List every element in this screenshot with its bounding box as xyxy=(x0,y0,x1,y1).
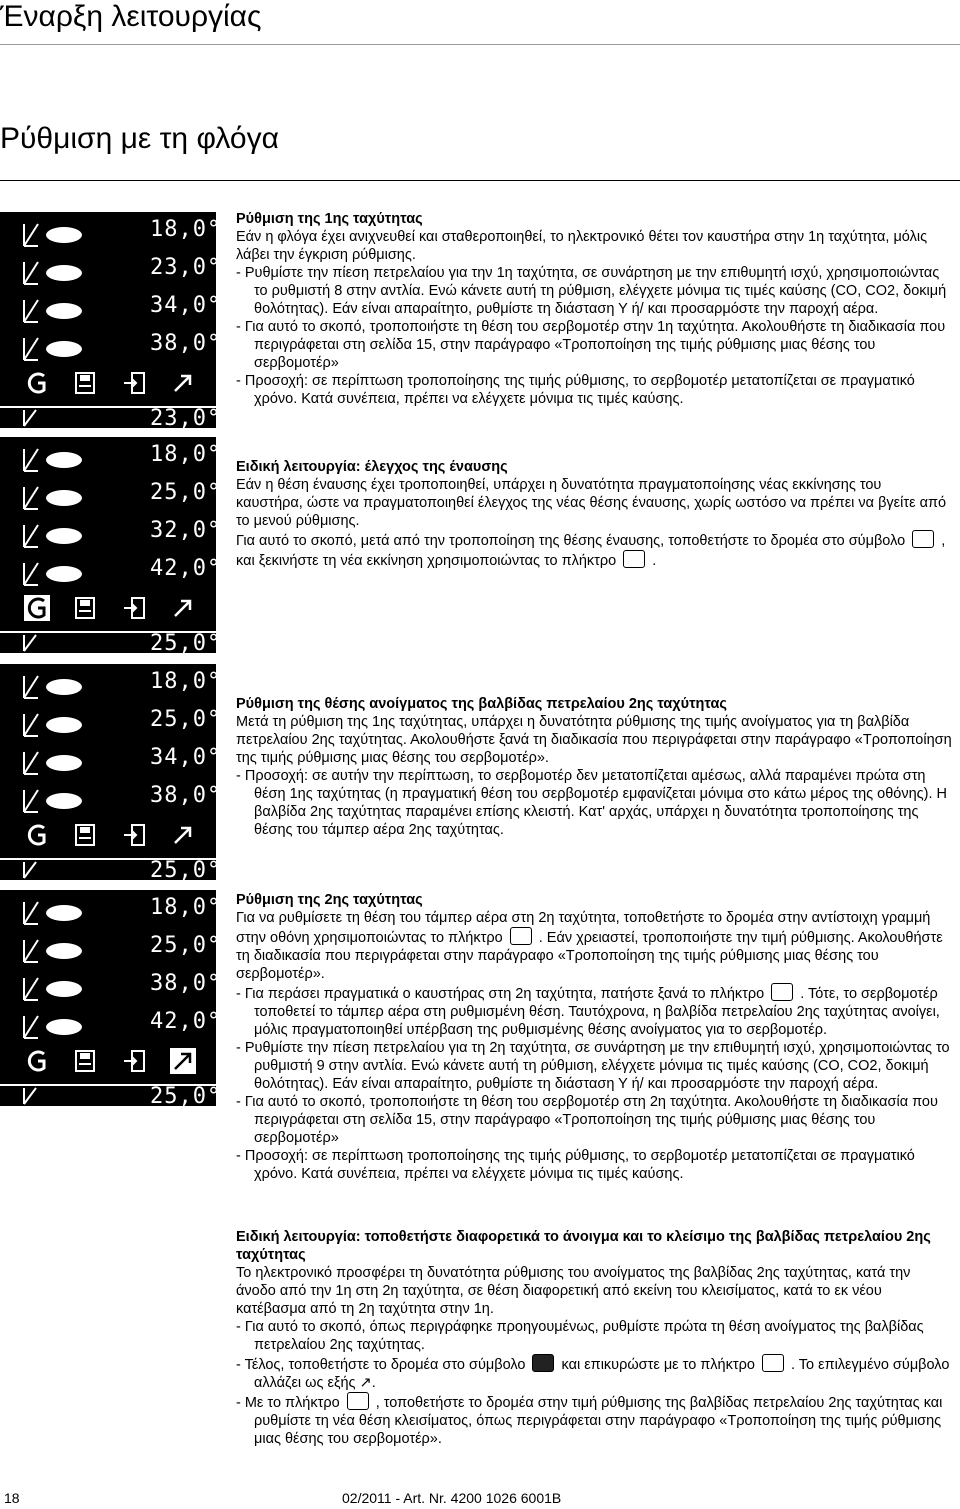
valve-icon xyxy=(22,557,100,589)
servomotor-icon xyxy=(22,860,100,880)
flame-stage2-icon xyxy=(22,746,100,778)
exit-icon[interactable] xyxy=(122,370,148,396)
display-value: 38,0° xyxy=(150,783,222,808)
text: Για να ρυθμίσετε τη θέση του τάμπερ αέρα στη 2η ταχύτητα, τοποθετήστε το δρομέα στην αντίστοιχη γραμμή στην οθόνη χρησιμοποιώντας το πλήκτρο xyxy=(236,910,931,946)
display-panel xyxy=(0,437,222,656)
bullet: - Για αυτό το σκοπό, όπως περιγράφηκε προηγουμένως, ρυθμίστε πρώτα τη θέση ανοίγματος της βαλβίδας πετρελαίου 2ης ταχύτητας. xyxy=(236,1319,924,1353)
display-value: 42,0° xyxy=(150,556,222,581)
section-valve-open-close xyxy=(236,1228,952,1448)
text: - Για περάσει πραγματικά ο καυστήρας στη 2η ταχύτητα, πατήστε ξανά το πλήκτρο xyxy=(236,986,765,1002)
enter-key-icon xyxy=(623,550,645,568)
text: . Το επιλεγμένο σύμβολο αλλάζει ως εξής xyxy=(254,1357,950,1391)
flame-icon xyxy=(22,896,100,928)
display-panel xyxy=(0,664,222,883)
text: Για αυτό το σκοπό, μετά από την τροποποίηση της θέσης έναυσης, τοποθετήστε το δρομέα στο σύμβολο xyxy=(236,533,906,549)
display-value: 23,0° xyxy=(150,255,222,280)
text: . Τότε, το σερβομοτέρ τοποθετεί το τάμπερ αέρα στη ρυθμισμένη θέση. Ταυτόχρονα, η βαλβίδα πετρελαίου 2ης ταχύτητας ανοίγει, μόλις πραγματοποιηθεί υπέρβαση της ρυθμισμένης θέσης ανοίγματος για το σερβομοτέρ. xyxy=(254,986,940,1038)
para: Μετά τη ρύθμιση της 1ης ταχύτητας, υπάρχει η δυνατότητα ρύθμισης της τιμής ανοίγματος για τη βαλβίδα πετρελαίου 2ης ταχύτητας. Ακολουθήστε ξανά τη διαδικασία που περιγράφεται στην παράγραφο «Τροποποίηση της τιμής ρύθμισης μιας θέσης του σερβομοτέρ». xyxy=(236,714,952,766)
display-bottom-row xyxy=(0,858,222,883)
save-icon[interactable] xyxy=(72,1048,98,1074)
para: Το ηλεκτρονικό προσφέρει τη δυνατότητα ρύθμισης του ανοίγματος της βαλβίδας 2ης ταχύτητας, κατά την άνοδο από την 1η στη 2η ταχύτητα, σε θέση διαφορετική από εκείνη του κλεισίματος, κατά το εκ νέου κατέβασμα από τη 2η ταχύτητα στην 1η. xyxy=(236,1265,911,1317)
section-speed1 xyxy=(236,210,952,408)
exit-icon[interactable] xyxy=(122,595,148,621)
section-valve-opening xyxy=(236,695,952,839)
page-number: 18 xyxy=(4,1490,20,1506)
bullet xyxy=(236,1354,952,1392)
valve-icon xyxy=(22,784,100,816)
flame-icon xyxy=(22,934,100,966)
display-value: 18,0° xyxy=(150,669,222,694)
display-value: 25,0° xyxy=(150,1084,222,1109)
save-icon[interactable] xyxy=(72,822,98,848)
display-value: 42,0° xyxy=(150,1009,222,1034)
up-key-icon xyxy=(347,1392,369,1410)
flame-stage2-icon xyxy=(22,294,100,326)
servomotor-icon xyxy=(22,408,100,428)
display-value: 25,0° xyxy=(150,480,222,505)
bullet: - Ρυθμίστε την πίεση πετρελαίου για τη 2η ταχύτητα, σε συνάρτηση με την επιθυμητή ισχύ, χρησιμοποιώντας το ρυθμιστή 9 στην αντλία. Ενώ κάνετε αυτή τη ρύθμιση, ελέγχετε μόνιμα τις τιμές καύσης (CO, CO2, δοκιμή θολότητας). Εάν είναι απαραίτητο, ρυθμίστε τη διάσταση Υ ή/ και προσαρμόστε την παροχή αέρα. xyxy=(236,1040,950,1092)
text: , τοποθετήστε το δρομέα στην τιμή ρύθμισης της βαλβίδας πετρελαίου 2ης ταχύτητας και ρυθμίστε τη νέα θέση κλεισίματος, όπως περιγράφεται στην παράγραφο «Τροποποίηση της τιμής ρύθμισης μιας θέσης του σερβομοτέρ». xyxy=(254,1395,943,1447)
para: Εάν η θέση έναυσης έχει τροποποιηθεί, υπάρχει η δυνατότητα πραγματοποίησης νέας εκκίνησης του καυστήρα, ώστε να πραγματοποιηθεί έλεγχος της νέας θέσης έναυσης, χωρίς ωστόσο να πρέπει να βγείτε από το μενού ρύθμισης. xyxy=(236,477,947,529)
save-icon[interactable] xyxy=(72,595,98,621)
display-value: 25,0° xyxy=(150,631,222,656)
page-title: Έναρξη λειτουργίας xyxy=(0,0,262,33)
bullet: - Για αυτό το σκοπό, τροποποιήστε τη θέση του σερβομοτέρ στην 1η ταχύτητα. Ακολουθήστε τη διαδικασία που περιγράφεται στη σελίδα 15, στην παράγραφο «Τροποποίηση της τιμής ρύθμισης μιας θέσης του σερβομοτέρ» xyxy=(236,319,946,371)
section-ignition-check xyxy=(236,458,952,570)
bullet: - Προσοχή: σε αυτήν την περίπτωση, το σερβομοτέρ δεν μετατοπίζεται αμέσως, αλλά παραμένει πρώτα στη θέση 1ης ταχύτητας (η πραγματική θέση του σερβομοτέρ εμφανίζεται μόνιμα στο κάτω μέρος της οθόνης). Η βαλβίδα 2ης ταχύτητας παραμένει επίσης κλειστή. Κατ' αρχάς, υπάρχει η δυνατότητα τροποποίησης της θέσης του τάμπερ αέρα 2ης ταχύτητας. xyxy=(236,768,948,838)
display-value: 23,0° xyxy=(150,406,222,431)
display-button-row xyxy=(0,1042,216,1082)
save-icon[interactable] xyxy=(72,370,98,396)
section-divider xyxy=(0,180,960,181)
arrow-symbol-icon xyxy=(532,1354,554,1372)
document-reference: 02/2011 - Art. Nr. 4200 1026 6001B xyxy=(342,1490,562,1506)
para xyxy=(236,530,952,570)
display-value: 38,0° xyxy=(150,331,222,356)
bullet: - Ρυθμίστε την πίεση πετρελαίου για την 1η ταχύτητα, σε συνάρτηση με την επιθυμητή ισχύ, χρησιμοποιώντας το ρυθμιστή 8 στην αντλία. Ενώ κάνετε αυτή τη ρύθμιση, ελέγχετε μόνιμα τις τιμές καύσης (CO, CO2, δοκιμή θολότητας). Εάν είναι απαραίτητο, ρυθμίστε τη διάσταση Υ ή/ και προσαρμόστε την παροχή αέρα. xyxy=(236,265,947,317)
heading-ignition: Ειδική λειτουργία: έλεγχος της έναυσης xyxy=(236,459,508,475)
heading-valve: Ρύθμιση της θέσης ανοίγματος της βαλβίδας πετρελαίου 2ης ταχύτητας xyxy=(236,696,727,712)
text: - Με το πλήκτρο xyxy=(236,1395,340,1411)
text: και επικυρώστε με το πλήκτρο xyxy=(561,1357,755,1373)
section-title: Ρύθμιση με τη φλόγα xyxy=(0,122,279,155)
down-key-icon xyxy=(510,927,532,945)
flame-icon xyxy=(22,481,100,513)
display-value: 18,0° xyxy=(150,217,222,242)
valve-icon xyxy=(22,1010,100,1042)
g-symbol-icon[interactable] xyxy=(24,595,50,621)
servomotor-icon xyxy=(22,1086,100,1106)
flame-icon xyxy=(22,443,100,475)
arrow-icon[interactable] xyxy=(170,822,196,848)
bullet xyxy=(236,983,952,1039)
exit-icon[interactable] xyxy=(122,822,148,848)
display-value: 32,0° xyxy=(150,518,222,543)
display-value: 34,0° xyxy=(150,293,222,318)
arrow-icon[interactable] xyxy=(170,370,196,396)
text: , και ξεκινήστε τη νέα εκκίνηση χρησιμοποιώντας το πλήκτρο xyxy=(236,533,946,569)
changed-symbol-icon: ↗ xyxy=(359,1375,372,1391)
display-button-row xyxy=(0,364,216,404)
flame-icon xyxy=(22,708,100,740)
arrow-icon[interactable] xyxy=(170,595,196,621)
arrow-icon[interactable] xyxy=(170,1048,196,1074)
text: . xyxy=(371,1375,376,1391)
bullet: - Προσοχή: σε περίπτωση τροποποίησης της τιμής ρύθμισης, το σερβομοτέρ μετατοπίζεται σε πραγματικό χρόνο. Κατά συνέπεια, πρέπει να ελέγχετε μόνιμα τις τιμές καύσης. xyxy=(236,373,915,407)
flame-stage2-icon xyxy=(22,972,100,1004)
text: - Τέλος, τοποθετήστε το δρομέα στο σύμβολο xyxy=(236,1357,526,1373)
enter-key-icon xyxy=(762,1354,784,1372)
section-speed2 xyxy=(236,891,952,1183)
display-value: 25,0° xyxy=(150,707,222,732)
display-bottom-row xyxy=(0,1084,222,1109)
g-symbol-icon[interactable] xyxy=(24,370,50,396)
bullet: - Για αυτό το σκοπό, τροποποιήστε τη θέση του σερβομοτέρ στη 2η ταχύτητα. Ακολουθήστε τη διαδικασία που περιγράφεται στη σελίδα 15, στην παράγραφο «Τροποποίηση της τιμής ρύθμισης μιας θέσης του σερβομοτέρ» xyxy=(236,1094,938,1146)
title-divider xyxy=(0,44,960,45)
heading-special: Ειδική λειτουργία: τοποθετήστε διαφορετικά το άνοιγμα και το κλείσιμο της βαλβίδας πετρελαίου 2ης ταχύτητας xyxy=(236,1229,931,1263)
display-value: 18,0° xyxy=(150,895,222,920)
para xyxy=(236,909,952,983)
heading-speed1: Ρύθμιση της 1ης ταχύτητας xyxy=(236,211,423,227)
display-panel xyxy=(0,212,222,431)
exit-icon[interactable] xyxy=(122,1048,148,1074)
flame-stage2-icon xyxy=(22,519,100,551)
text: . xyxy=(652,553,657,569)
flame-icon xyxy=(22,256,100,288)
display-panel xyxy=(0,890,222,1109)
display-value: 38,0° xyxy=(150,971,222,996)
bullet: - Προσοχή: σε περίπτωση τροποποίησης της τιμής ρύθμισης, το σερβομοτέρ μετατοπίζεται σε πραγματικό χρόνο. Κατά συνέπεια, πρέπει να ελέγχετε μόνιμα τις τιμές καύσης. xyxy=(236,1148,915,1182)
display-value: 34,0° xyxy=(150,745,222,770)
flame-icon xyxy=(22,670,100,702)
servomotor-icon xyxy=(22,633,100,653)
display-value: 25,0° xyxy=(150,858,222,883)
bullet xyxy=(236,1392,952,1448)
valve-icon xyxy=(22,332,100,364)
g-symbol-icon[interactable] xyxy=(24,1048,50,1074)
display-value: 25,0° xyxy=(150,933,222,958)
display-bottom-row xyxy=(0,406,222,431)
heading-speed2: Ρύθμιση της 2ης ταχύτητας xyxy=(236,892,423,908)
display-bottom-row xyxy=(0,631,222,656)
para: Εάν η φλόγα έχει ανιχνευθεί και σταθεροποιηθεί, το ηλεκτρονικό θέτει τον καυστήρα στην 1η ταχύτητα, μόλις λάβει την έγκριση ρύθμισης. xyxy=(236,229,928,263)
flame-icon xyxy=(22,218,100,250)
g-symbol-icon xyxy=(912,530,934,548)
enter-key-icon xyxy=(771,983,793,1001)
display-button-row xyxy=(0,589,216,629)
display-value: 18,0° xyxy=(150,442,222,467)
text: . Εάν χρειαστεί, τροποποιήστε την τιμή ρύθμισης. Ακολουθήστε τη διαδικασία που περιγράφεται στην παράγραφο «Τροποποίηση της τιμής ρύθμισης μιας θέσης του σερβομοτέρ». xyxy=(236,930,943,982)
g-symbol-icon[interactable] xyxy=(24,822,50,848)
display-button-row xyxy=(0,816,216,856)
